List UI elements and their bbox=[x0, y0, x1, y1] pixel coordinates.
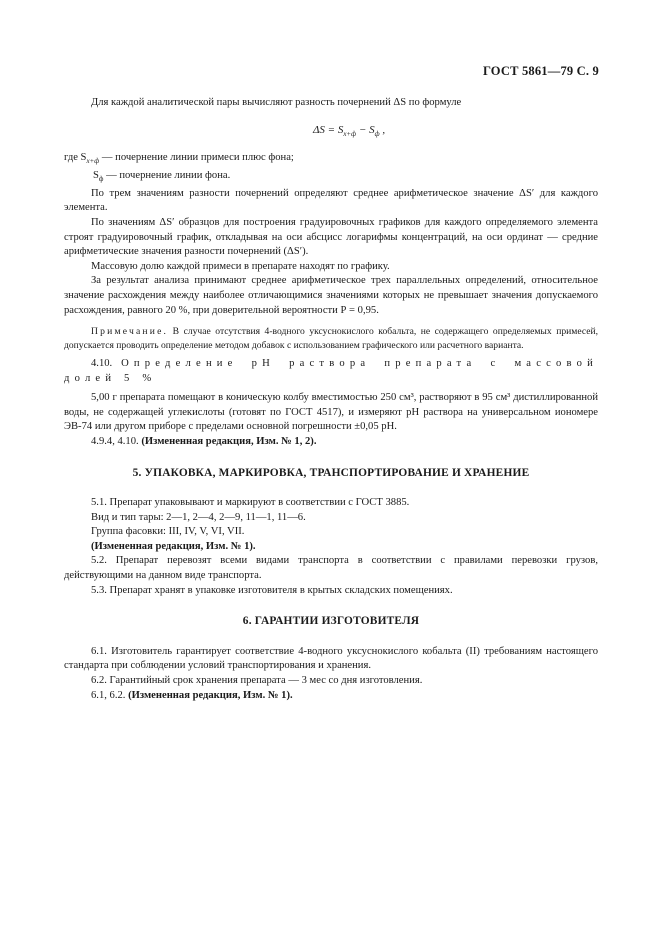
where-prefix: где S bbox=[64, 152, 87, 164]
document-body bbox=[64, 96, 598, 703]
where-text2: — почернение линии фона. bbox=[103, 170, 231, 182]
where-sub1: x+ф bbox=[86, 157, 100, 166]
edit-ref-6: 6.1, 6.2. bbox=[91, 689, 126, 701]
formula-tail: , bbox=[379, 123, 386, 136]
paragraph-mean: По трем значениям разности почернений определяют среднее арифметическое значение ΔS′ для каждого элемента. bbox=[64, 187, 598, 214]
note-label: Примечание. bbox=[91, 326, 169, 338]
section-6-edit-note bbox=[64, 689, 598, 704]
edit-text-6: (Измененная редакция, Изм. № 1). bbox=[128, 689, 293, 701]
section-4-10-edit-note bbox=[64, 435, 598, 450]
where-sub2: ф bbox=[98, 175, 104, 184]
formula-lhs: ΔS = S bbox=[312, 123, 344, 136]
section-4-10-number: 4.10. bbox=[91, 357, 113, 369]
where-s2: S bbox=[93, 170, 99, 182]
section-4-10-title: Определение рН раствора препарата с массовой долей 5 % bbox=[64, 357, 598, 384]
where-line-1 bbox=[64, 151, 598, 169]
paragraph-6-2: 6.2. Гарантийный срок хранения препарата — 3 мес со дня изготовления. bbox=[91, 675, 423, 687]
paragraph-5-3: 5.3. Препарат хранят в упаковке изготовителя в крытых складских помещениях. bbox=[91, 584, 453, 596]
paragraph-mass-fraction: Массовую долю каждой примеси в препарате находят по графику. bbox=[91, 260, 390, 272]
intro-paragraph: Для каждой аналитической пары вычисляют разность почернений ΔS по формуле bbox=[91, 97, 462, 108]
edit-ref: 4.9.4, 4.10. bbox=[91, 435, 139, 447]
paragraph-group: Группа фасовки: III, IV, V, VI, VII. bbox=[91, 526, 245, 538]
paragraph-tare: Вид и тип тары: 2—1, 2—4, 2—9, 11—1, 11—6. bbox=[91, 511, 306, 523]
paragraph-5-1: 5.1. Препарат упаковывают и маркируют в соответствии с ГОСТ 3885. bbox=[91, 497, 410, 509]
page-header: ГОСТ 5861—79 С. 9 bbox=[482, 64, 599, 78]
where-line-2 bbox=[64, 169, 598, 187]
edit-text: (Измененная редакция, Изм. № 1, 2). bbox=[141, 435, 317, 447]
formula bbox=[100, 123, 598, 142]
section-4-10-heading bbox=[64, 357, 598, 386]
formula-sub1: x+ф bbox=[343, 129, 357, 138]
where-text1: — почернение линии примеси плюс фона; bbox=[99, 152, 294, 164]
formula-minus: − S bbox=[356, 123, 375, 136]
note bbox=[64, 325, 598, 352]
paragraph-graph: По значениям ΔS′ образцов для построения градуировочных графиков для каждого определяемого элемента строят градуировочный график, откладывая на оси абсцисс логарифмы концентраций, на оси ординат — средние арифметические значения разности почернений (ΔS′). bbox=[64, 216, 598, 258]
section-4-10-body: 5,00 г препарата помещают в коническую колбу вместимостью 250 см³, растворяют в 95 см³ дистиллированной воды, не содержащей углекислоты (готовят по ГОСТ 4517), и измеряют рН раствора на универсальном иономере ЭВ-74 или другом приборе с пределами основной погрешности ±0,05 рН. bbox=[64, 392, 598, 433]
note-text: В случае отсутствия 4-водного уксуснокислого кобальта, не содержащего определяемых примесей, допускается проводить определение методом добавок с использованием графического или расчетного варианта. bbox=[64, 326, 598, 351]
formula-sub2: ф bbox=[374, 129, 380, 138]
section-5-title: 5. УПАКОВКА, МАРКИРОВКА, ТРАНСПОРТИРОВАНИЕ И ХРАНЕНИЕ bbox=[132, 466, 530, 479]
section-5-edit-note: (Измененная редакция, Изм. № 1). bbox=[91, 540, 256, 552]
paragraph-result: За результат анализа принимают среднее арифметическое трех параллельных определений, относительное значение расхождения между наиболее отличающимися значениями которых не превышает значения допускаемого расхождения, равного 20 %, при доверительной вероятности Р = 0,95. bbox=[64, 275, 598, 316]
paragraph-6-1: 6.1. Изготовитель гарантирует соответствие 4-водного уксуснокислого кобальта (II) требованиям настоящего стандарта при соблюдении условий транспортирования и хранения. bbox=[64, 645, 598, 672]
section-6-title: 6. ГАРАНТИИ ИЗГОТОВИТЕЛЯ bbox=[242, 615, 420, 628]
paragraph-5-2: 5.2. Препарат перевозят всеми видами транспорта в соответствии с правилами перевозки грузов, действующими на данном виде транспорта. bbox=[64, 555, 598, 582]
